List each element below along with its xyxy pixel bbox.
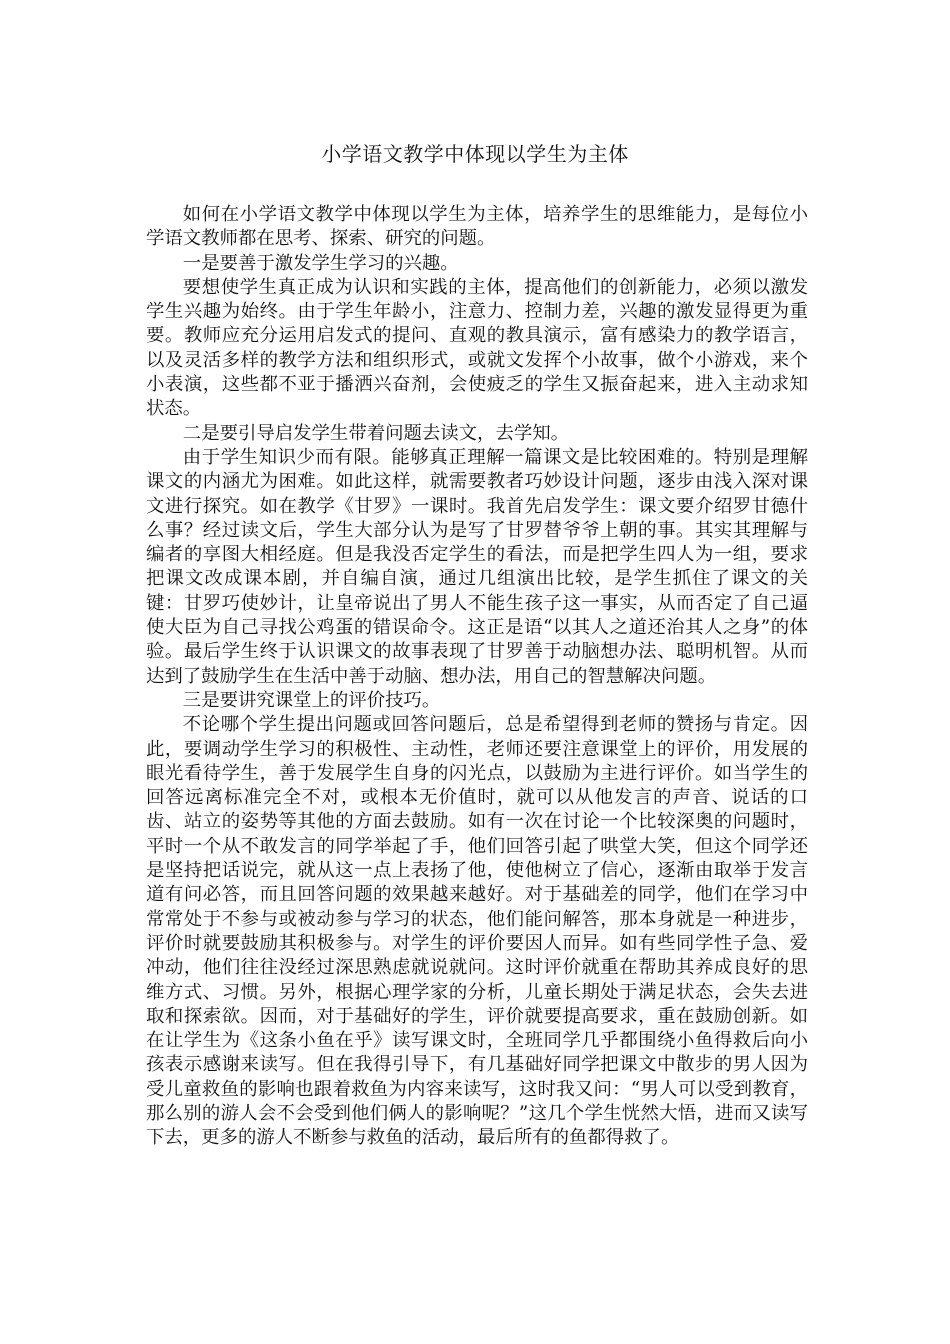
paragraph-point-two-heading: 二是要引导启发学生带着问题去读文，去学知。	[182, 422, 570, 444]
paragraph-point-two-body: 由于学生知识少而有限。能够真正理解一篇课文是比较困难的。特别是理解课文的内涵尤为困难。如此这样，就需要教者巧妙设计问题，逐步由浅入深对课文进行探究。如在教学《甘罗》一课时。我首先启发学生：课文要介绍罗甘德什么事？经过读文后，学生大部分认为是写了甘罗替爷爷上朝的事。其实其理解与编者的享图大相经庭。但是我没否定学生的看法，而是把学生四人为一组，要求把课文改成课本剧，并自编自演，通过几组演出比较，是学生抓住了课文的关键：甘罗巧使妙计，让皇帝说出了男人不能生孩子这一事实，从而否定了自己逼使大臣为自己寻找公鸡蛋的错误命令。这正是语“以其人之道还治其人之身”的体验。最后学生终于认识课文的故事表现了甘罗善于动脑想办法、聪明机智。从而达到了鼓励学生在生活中善于动脑、想办法，用自己的智慧解决问题。	[146, 446, 808, 687]
document-title: 小学语文教学中体现以学生为主体	[321, 142, 629, 166]
paragraph-point-one-heading: 一是要善于激发学生学习的兴趣。	[182, 252, 459, 274]
paragraph-point-one-body: 要想使学生真正成为认识和实践的主体，提高他们的创新能力，必须以激发学生兴趣为始终。由于学生年龄小，注意力、控制力差，兴趣的激发显得更为重要。教师应充分运用启发式的提问、直观的教具演示，富有感染力的教学语言，以及灵活多样的教学方法和组织形式，或就文发挥个小故事，做个小游戏，来个小表演，这些都不亚于播洒兴奋剂，会使疲乏的学生又振奋起来，进入主动求知状态。	[146, 276, 808, 420]
document-body	[146, 203, 808, 1151]
paragraph-point-three-body: 不论哪个学生提出问题或回答问题后，总是希望得到老师的赞扬与肯定。因此，要调动学生学习的积极性、主动性，老师还要注意课堂上的评价，用发展的眼光看待学生，善于发展学生自身的闪光点，以鼓励为主进行评价。如当学生的回答远离标准完全不对，或根本无价值时，就可以从他发言的声音、说话的口齿、站立的姿势等其他的方面去鼓励。如有一次在讨论一个比较深奥的问题时，平时一个从不敢发言的同学举起了手，他们回答引起了哄堂大笑，但这个同学还是坚持把话说完，就从这一点上表扬了他，使他树立了信心，逐渐由取举于发言道有问必答，而且回答问题的效果越来越好。对于基础差的同学，他们在学习中常常处于不参与或被动参与学习的状态，他们能问解答，那本身就是一种进步，评价时就要鼓励其积极参与。对学生的评价要因人而异。如有些同学性子急、爱冲动，他们往往没经过深思熟虑就说就问。这时评价就重在帮助其养成良好的思维方式、习惯。另外，根据心理学家的分析，儿童长期处于满足状态，会失去进取和探索欲。因而，对于基础好的学生，评价就要提高要求，重在鼓励创新。如在让学生为《这条小鱼在乎》读写课文时，全班同学几乎都围绕小鱼得救后向小孩表示感谢来读写。但在我得引导下，有几基础好同学把课文中散步的男人因为受儿童救鱼的影响也跟着救鱼为内容来读写，这时我又问：“男人可以受到教育，那么别的游人会不会受到他们俩人的影响呢？”这几个学生恍然大悟，进而又读写下去，更多的游人不断参与救鱼的活动，最后所有的鱼都得救了。	[146, 714, 808, 1149]
paragraph-point-three-heading: 三是要讲究课堂上的评价技巧。	[182, 689, 441, 711]
paragraph-intro: 如何在小学语文教学中体现以学生为主体，培养学生的思维能力，是每位小学语文教师都在思考、探索、研究的问题。	[146, 204, 808, 250]
